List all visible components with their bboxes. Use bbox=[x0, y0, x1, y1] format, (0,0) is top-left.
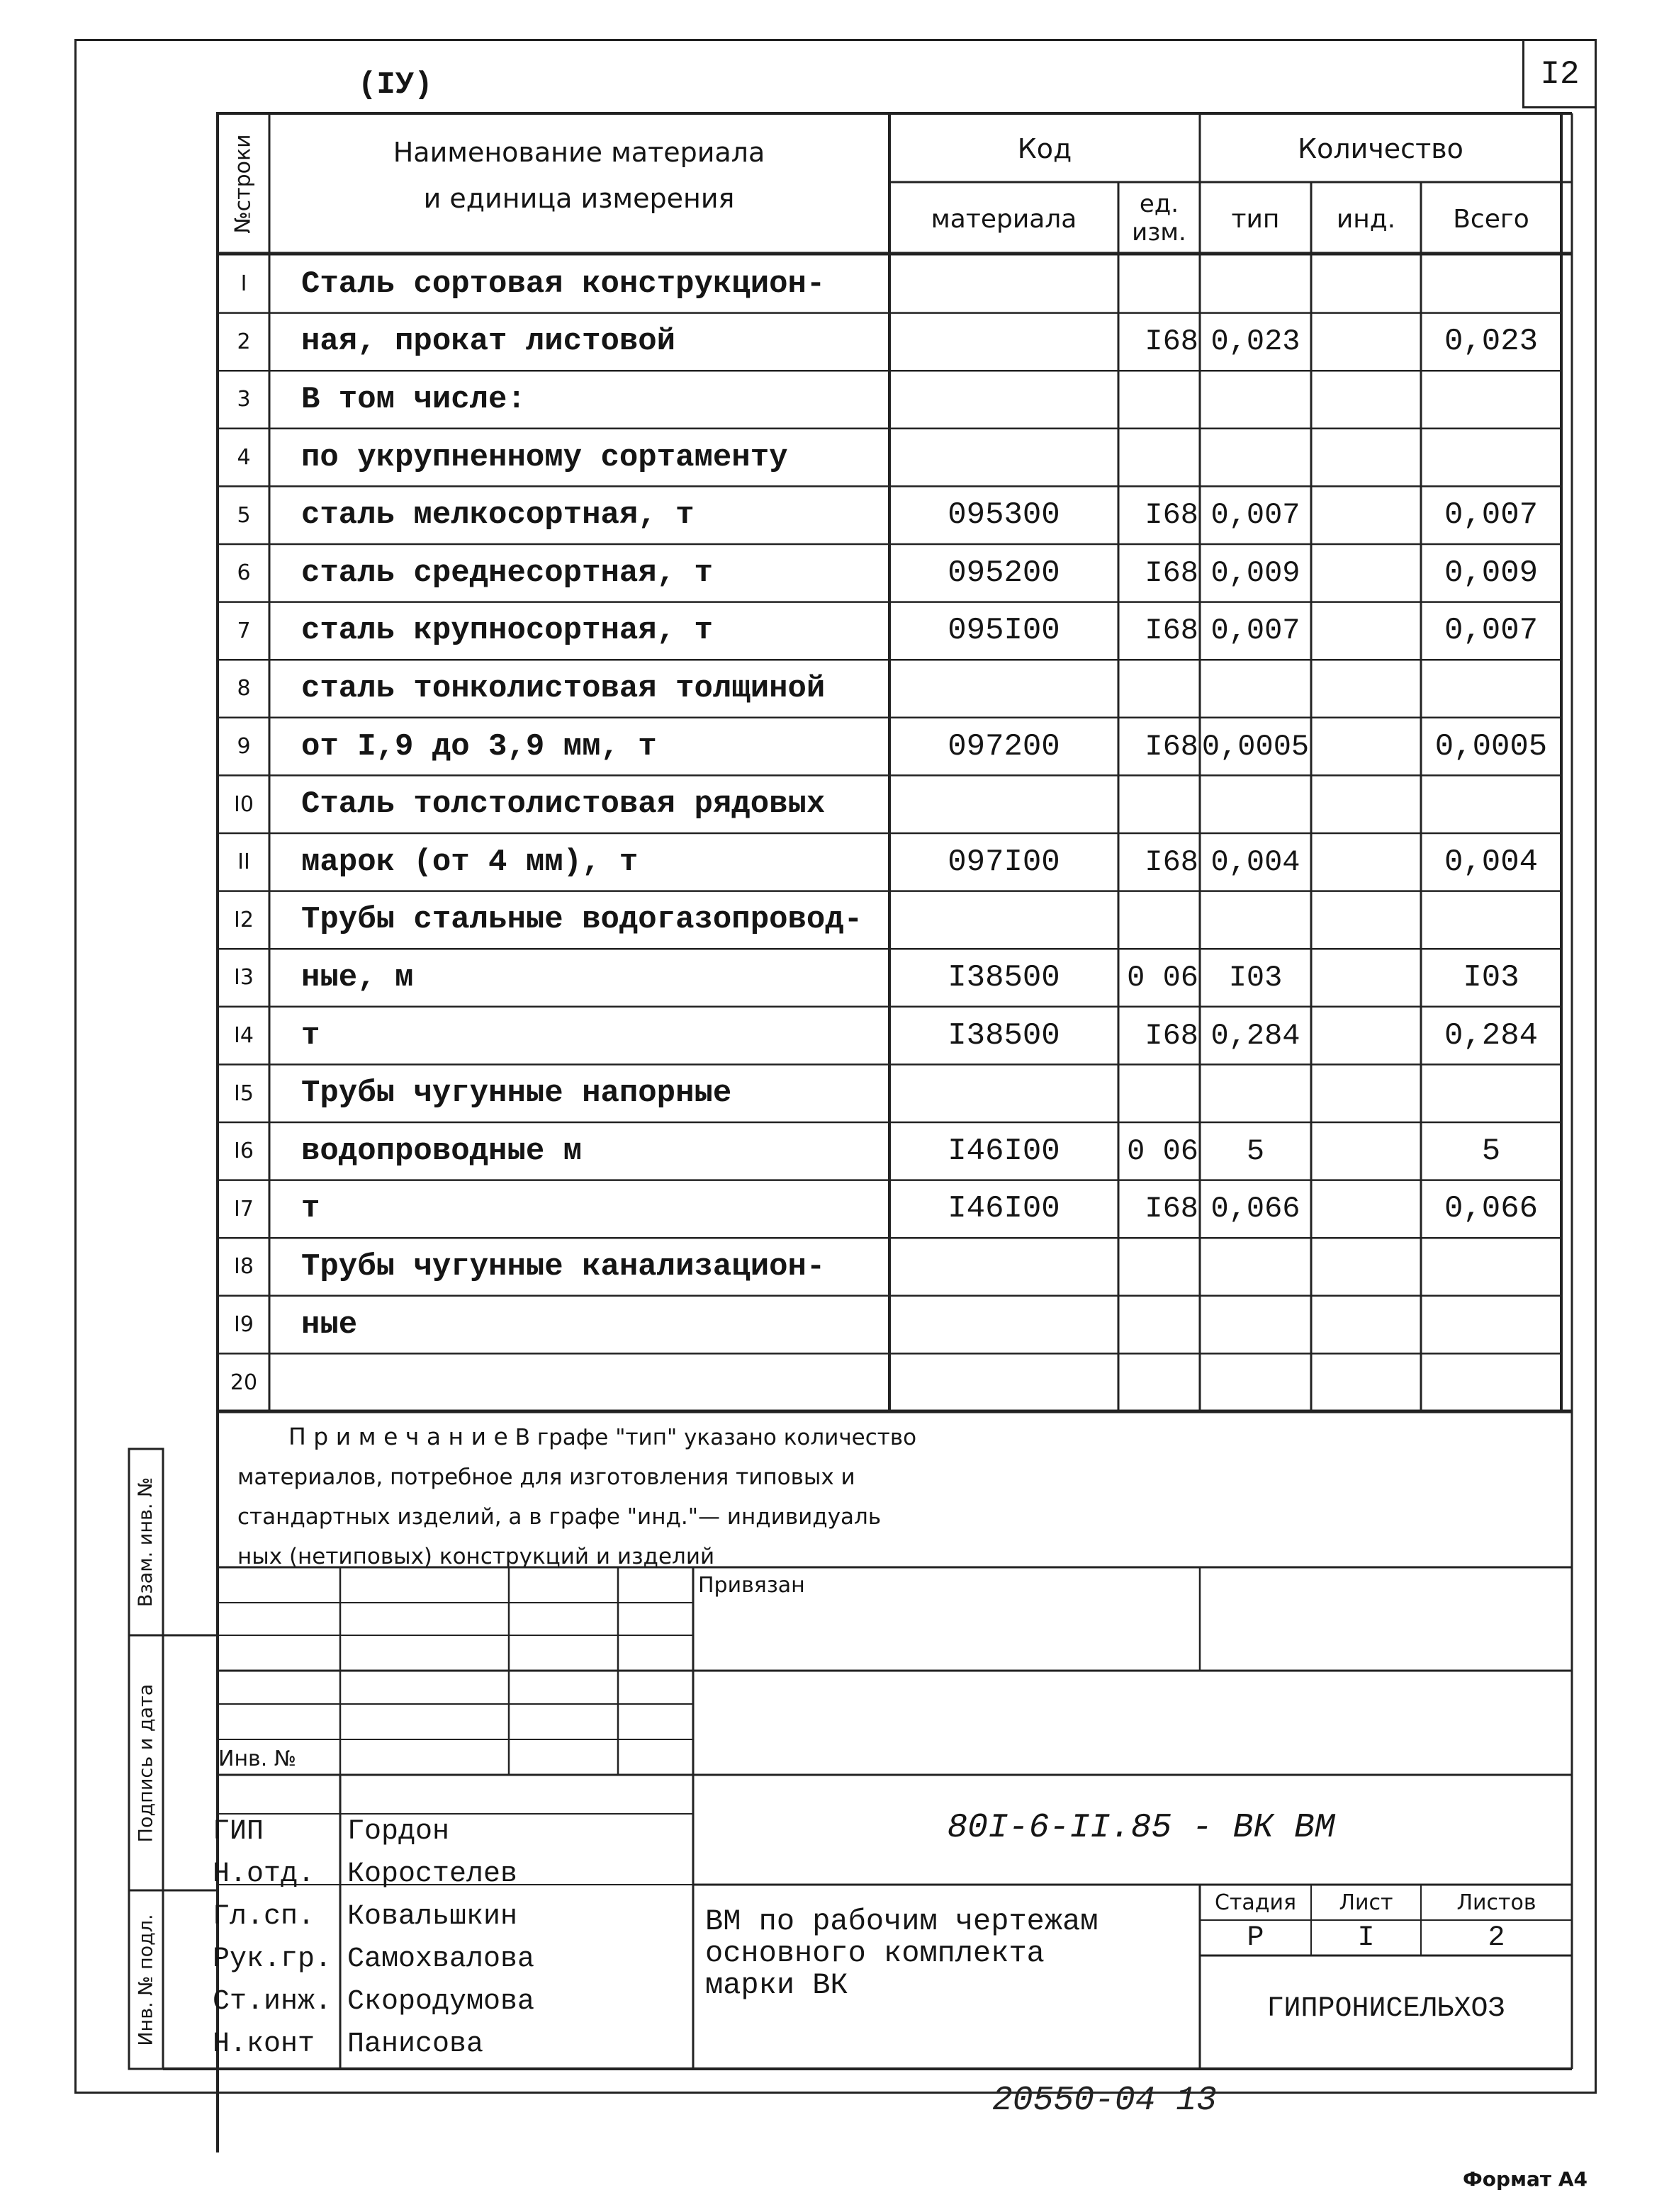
signature-name: Панисова bbox=[347, 2028, 484, 2060]
stage-value: Р bbox=[1247, 1922, 1264, 1954]
row-number: 5 bbox=[237, 502, 251, 528]
qty-type: 5 bbox=[1246, 1134, 1265, 1168]
header-code-material: материала bbox=[931, 204, 1077, 234]
material-name: Трубы стальные водогазопровод- bbox=[301, 902, 863, 938]
row-number: I8 bbox=[234, 1254, 254, 1280]
qty-total bbox=[1422, 661, 1560, 716]
header-unit-line1: ед. bbox=[1139, 190, 1179, 218]
material-code: 095I00 bbox=[948, 613, 1060, 649]
note-lead: П р и м е ч а н и е bbox=[288, 1423, 508, 1450]
signature-role: Н.отд. bbox=[213, 1858, 315, 1890]
qty-individual bbox=[1313, 1297, 1420, 1353]
material-name: ная, прокат листовой bbox=[301, 324, 676, 360]
material-code bbox=[891, 430, 1117, 485]
material-name: ные bbox=[301, 1307, 358, 1343]
qty-total bbox=[1422, 256, 1560, 312]
row-number: I4 bbox=[234, 1023, 254, 1049]
header-name-line2: и единица измерения bbox=[423, 183, 735, 214]
header-quantity-group: Количество bbox=[1298, 133, 1463, 164]
qty-individual bbox=[1313, 893, 1420, 948]
qty-total bbox=[1422, 1239, 1560, 1294]
unit-code bbox=[1120, 430, 1198, 485]
row-number: I6 bbox=[234, 1139, 254, 1164]
material-name: сталь крупносортная, т bbox=[301, 613, 713, 649]
qty-type: 0,284 bbox=[1210, 1018, 1300, 1053]
unit-code: I68 bbox=[1145, 1192, 1198, 1226]
qty-type bbox=[1201, 1297, 1310, 1353]
header-unit-line2: изм. bbox=[1132, 218, 1186, 247]
qty-individual bbox=[1313, 430, 1420, 485]
row-number: 8 bbox=[237, 676, 251, 701]
document-title-line2: основного комплекта bbox=[705, 1936, 1045, 1970]
qty-type bbox=[1201, 1066, 1310, 1121]
material-name: т bbox=[301, 1017, 320, 1054]
header-individual: инд. bbox=[1336, 204, 1396, 234]
qty-individual bbox=[1313, 1355, 1420, 1410]
qty-type: 0,004 bbox=[1210, 845, 1300, 879]
unit-code: I68 bbox=[1145, 555, 1198, 590]
material-name: ные, м bbox=[301, 959, 414, 995]
format-label: Формат А4 bbox=[1463, 2167, 1587, 2191]
page-number: I2 bbox=[1540, 56, 1580, 93]
material-code: 097I00 bbox=[948, 844, 1060, 880]
qty-type bbox=[1201, 256, 1310, 312]
row-number: 4 bbox=[237, 445, 251, 470]
material-code bbox=[891, 372, 1117, 427]
row-number: 9 bbox=[237, 734, 251, 760]
unit-code bbox=[1120, 1066, 1198, 1121]
qty-type: 0,007 bbox=[1210, 614, 1300, 648]
qty-total bbox=[1422, 1355, 1560, 1410]
unit-code bbox=[1120, 1297, 1198, 1353]
qty-type bbox=[1201, 777, 1310, 832]
qty-total bbox=[1422, 777, 1560, 832]
signature-role: Рук.гр. bbox=[213, 1943, 332, 1975]
material-code: 095200 bbox=[948, 555, 1060, 591]
qty-total bbox=[1422, 893, 1560, 948]
unit-code bbox=[1120, 661, 1198, 716]
material-code bbox=[891, 777, 1117, 832]
note-line3: стандартных изделий, а в графе "инд."— индивидуаль bbox=[237, 1504, 882, 1530]
qty-individual bbox=[1313, 1182, 1420, 1237]
signature-role: Ст.инж. bbox=[213, 1985, 332, 2018]
signature-name: Гордон bbox=[347, 1815, 450, 1848]
row-number: 6 bbox=[237, 560, 251, 586]
unit-code bbox=[1120, 777, 1198, 832]
qty-individual bbox=[1313, 1008, 1420, 1063]
qty-individual bbox=[1313, 950, 1420, 1005]
qty-total: 5 bbox=[1481, 1133, 1501, 1169]
qty-type: 0,009 bbox=[1210, 555, 1300, 590]
signature-name: Самохвалова bbox=[347, 1943, 535, 1975]
qty-total: I03 bbox=[1463, 959, 1519, 995]
material-code bbox=[891, 256, 1117, 312]
note-line1 bbox=[237, 1417, 1300, 1457]
qty-type: I03 bbox=[1228, 960, 1283, 995]
qty-individual bbox=[1313, 487, 1420, 543]
unit-code bbox=[1120, 1239, 1198, 1294]
row-number: I9 bbox=[234, 1312, 254, 1338]
unit-code bbox=[1120, 1355, 1198, 1410]
qty-type bbox=[1201, 1239, 1310, 1294]
material-name: Сталь толстолистовая рядовых bbox=[301, 786, 826, 823]
side-label-sign-date: Подпись и дата bbox=[135, 1683, 157, 1842]
organization-name: ГИПРОНИСЕЛЬХОЗ bbox=[1266, 1992, 1505, 2025]
qty-total bbox=[1422, 430, 1560, 485]
material-name: сталь тонколистовая толщиной bbox=[301, 670, 826, 706]
row-number: I0 bbox=[234, 791, 254, 817]
qty-type: 0,0005 bbox=[1201, 729, 1310, 764]
qty-individual bbox=[1313, 1124, 1420, 1179]
qty-total: 0,023 bbox=[1444, 324, 1539, 360]
material-name: марок (от 4 мм), т bbox=[301, 844, 639, 880]
sheet-value: I bbox=[1357, 1922, 1375, 1954]
material-code: 097200 bbox=[948, 728, 1060, 764]
document-title-line1: ВМ по рабочим чертежам bbox=[705, 1905, 1098, 1939]
row-number: II bbox=[237, 850, 250, 875]
header-type: тип bbox=[1231, 204, 1280, 234]
side-label-exchange-inv: Взам. инв. № bbox=[135, 1477, 157, 1608]
row-number: I2 bbox=[234, 907, 254, 932]
qty-total: 0,009 bbox=[1444, 555, 1539, 591]
qty-total: 0,007 bbox=[1444, 613, 1539, 649]
section-roman-label: (IУ) bbox=[358, 67, 433, 103]
qty-individual bbox=[1313, 315, 1420, 370]
note-line2: материалов, потребное для изготовления типовых и bbox=[237, 1465, 855, 1490]
material-code: I38500 bbox=[948, 1017, 1060, 1054]
document-designation: 80I-6-II.85 - ВК ВМ bbox=[947, 1809, 1335, 1847]
unit-code: I68 bbox=[1145, 614, 1198, 648]
sheets-value: 2 bbox=[1488, 1922, 1505, 1954]
qty-total: 0,284 bbox=[1444, 1017, 1539, 1054]
unit-code: 0 06 bbox=[1127, 960, 1198, 995]
material-code bbox=[891, 1066, 1117, 1121]
qty-total bbox=[1422, 1066, 1560, 1121]
qty-type bbox=[1201, 893, 1310, 948]
qty-individual bbox=[1313, 604, 1420, 659]
unit-code: 0 06 bbox=[1127, 1134, 1198, 1168]
qty-individual bbox=[1313, 372, 1420, 427]
signature-role: ГИП bbox=[213, 1815, 264, 1848]
unit-code: I68 bbox=[1145, 1018, 1198, 1053]
note-line4: ных (нетиповых) конструкций и изделий bbox=[237, 1544, 715, 1569]
material-name: Трубы чугунные канализацион- bbox=[301, 1248, 826, 1285]
qty-type: 0,007 bbox=[1210, 498, 1300, 533]
material-name: Сталь сортовая конструкцион- bbox=[301, 266, 826, 302]
signature-name: Коростелев bbox=[347, 1858, 518, 1890]
side-label-inv-original: Инв. № подл. bbox=[135, 1913, 157, 2046]
unit-code bbox=[1120, 893, 1198, 948]
note-text1: В графе "тип" указано количество bbox=[507, 1425, 917, 1450]
qty-individual bbox=[1313, 719, 1420, 774]
qty-total: 0,004 bbox=[1444, 844, 1539, 880]
header-row-number: №строки bbox=[230, 133, 256, 234]
material-code: I38500 bbox=[948, 959, 1060, 995]
qty-individual bbox=[1313, 835, 1420, 890]
row-number: I bbox=[240, 271, 247, 297]
qty-type: 0,023 bbox=[1210, 325, 1300, 359]
header-code-group: Код bbox=[1017, 133, 1072, 164]
material-name: от I,9 до 3,9 мм, т bbox=[301, 728, 657, 764]
unit-code: I68 bbox=[1145, 325, 1198, 359]
note bbox=[237, 1417, 1300, 1576]
row-number: I3 bbox=[234, 965, 254, 991]
qty-individual bbox=[1313, 256, 1420, 312]
qty-type: 0,066 bbox=[1210, 1192, 1300, 1226]
row-number: I7 bbox=[234, 1196, 254, 1221]
material-code: I46I00 bbox=[948, 1133, 1060, 1169]
row-number: I5 bbox=[234, 1080, 254, 1106]
material-code: I46I00 bbox=[948, 1191, 1060, 1227]
material-code bbox=[891, 661, 1117, 716]
unit-code bbox=[1120, 372, 1198, 427]
page-number-box-bottom bbox=[1522, 106, 1597, 108]
material-name: сталь мелкосортная, т bbox=[301, 497, 695, 534]
qty-total: 0,007 bbox=[1444, 497, 1539, 534]
qty-individual bbox=[1313, 661, 1420, 716]
header-unit bbox=[1120, 186, 1198, 252]
material-code bbox=[891, 1297, 1117, 1353]
row-number: 7 bbox=[237, 618, 251, 643]
unit-code bbox=[1120, 256, 1198, 312]
qty-total bbox=[1422, 372, 1560, 427]
material-code bbox=[891, 315, 1117, 370]
unit-code: I68 bbox=[1145, 729, 1198, 764]
header-total: Всего bbox=[1453, 204, 1529, 234]
document-title-line3: марки ВК bbox=[705, 1968, 848, 2002]
qty-total bbox=[1422, 1297, 1560, 1353]
signature-name: Ковальшкин bbox=[347, 1900, 518, 1933]
qty-individual bbox=[1313, 777, 1420, 832]
row-number: 2 bbox=[237, 329, 251, 354]
qty-total: 0,0005 bbox=[1434, 728, 1548, 764]
material-name bbox=[301, 1355, 888, 1410]
material-code bbox=[891, 893, 1117, 948]
qty-type bbox=[1201, 372, 1310, 427]
signature-role: Гл.сп. bbox=[213, 1900, 315, 1933]
material-name: водопроводные м bbox=[301, 1133, 583, 1169]
header-name-line1: Наименование материала bbox=[393, 137, 765, 168]
qty-individual bbox=[1313, 1239, 1420, 1294]
unit-code: I68 bbox=[1145, 845, 1198, 879]
row-number: 20 bbox=[230, 1370, 258, 1395]
inv-no-label: Инв. № bbox=[218, 1747, 297, 1771]
qty-total: 0,066 bbox=[1444, 1191, 1539, 1227]
signature-name: Скородумова bbox=[347, 1985, 535, 2018]
qty-individual bbox=[1313, 546, 1420, 601]
material-name: т bbox=[301, 1191, 320, 1227]
stage-label: Стадия bbox=[1214, 1890, 1297, 1915]
qty-type bbox=[1201, 1355, 1310, 1410]
unit-code: I68 bbox=[1145, 498, 1198, 533]
qty-individual bbox=[1313, 1066, 1420, 1121]
material-name: Трубы чугунные напорные bbox=[301, 1076, 732, 1112]
material-name: В том числе: bbox=[301, 381, 526, 417]
row-number: 3 bbox=[237, 387, 251, 412]
attached-label: Привязан bbox=[698, 1573, 805, 1598]
material-name: сталь среднесортная, т bbox=[301, 555, 713, 591]
material-code: 095300 bbox=[948, 497, 1060, 534]
qty-type bbox=[1201, 661, 1310, 716]
material-name: по укрупненному сортаменту bbox=[301, 439, 788, 475]
document-title bbox=[705, 1906, 1194, 2002]
qty-type bbox=[1201, 430, 1310, 485]
sheets-label: Листов bbox=[1456, 1890, 1536, 1915]
material-code bbox=[891, 1239, 1117, 1294]
sheet-label: Лист bbox=[1339, 1890, 1393, 1915]
material-code bbox=[891, 1355, 1117, 1410]
handwritten-archive-number: 20550-04 13 bbox=[992, 2082, 1217, 2120]
signature-role: Н.конт bbox=[213, 2028, 315, 2060]
